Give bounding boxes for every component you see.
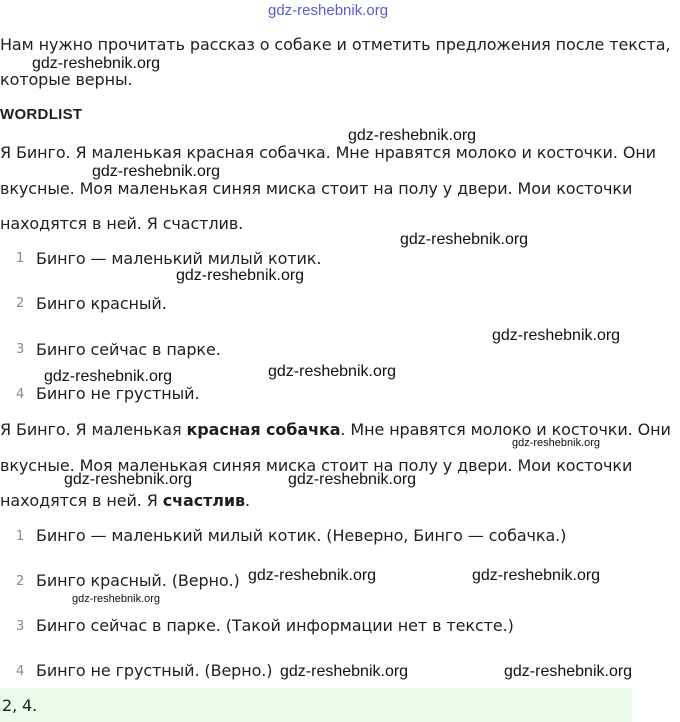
watermark: gdz-reshebnik.org	[92, 163, 221, 180]
intro-line: которые верны.	[0, 70, 133, 89]
section-heading: WORDLIST	[0, 106, 83, 123]
highlight-bold: красная собачка	[186, 420, 341, 439]
watermark: gdz-reshebnik.org	[64, 471, 193, 488]
answer-statement: Бинго — маленький милый котик. (Неверно, Бинго — собачка.)	[36, 526, 567, 545]
statement-number: 3	[16, 342, 25, 357]
intro-line: Нам нужно прочитать рассказ о собаке и отметить предложения после текста,	[0, 35, 671, 54]
answer-number: 2	[16, 574, 25, 589]
statement-number: 1	[16, 251, 25, 266]
watermark: gdz-reshebnik.org	[512, 437, 601, 449]
highlighted-line: Я Бинго. Я маленькая красная собачка. Мне нравятся молоко и косточки. Они	[0, 420, 671, 439]
statement: Бинго сейчас в парке.	[36, 340, 221, 359]
watermark: gdz-reshebnik.org	[32, 55, 161, 72]
watermark-top: gdz-reshebnik.org	[268, 2, 389, 19]
story-line: вкусные. Моя маленькая синяя миска стоит на полу у двери. Мои косточки	[0, 179, 633, 198]
highlighted-line: вкусные. Моя маленькая синяя миска стоит на полу у двери. Мои косточки	[0, 456, 633, 475]
watermark: gdz-reshebnik.org	[288, 471, 417, 488]
statement-number: 4	[16, 387, 25, 402]
answer-statement: Бинго не грустный. (Верно.)	[36, 661, 273, 680]
watermark: gdz-reshebnik.org	[348, 127, 477, 144]
answer-statement: Бинго сейчас в парке. (Такой информации нет в тексте.)	[36, 616, 514, 635]
story-line: Я Бинго. Я маленькая красная собачка. Мне нравятся молоко и косточки. Они	[0, 143, 656, 162]
watermark: gdz-reshebnik.org	[472, 567, 601, 584]
statement: Бинго красный.	[36, 294, 167, 313]
watermark: gdz-reshebnik.org	[176, 267, 305, 284]
story-line: находятся в ней. Я счастлив.	[0, 214, 244, 233]
watermark: gdz-reshebnik.org	[400, 231, 529, 248]
watermark: gdz-reshebnik.org	[504, 663, 633, 680]
watermark: gdz-reshebnik.org	[280, 663, 409, 680]
answer-statement: Бинго красный. (Верно.)	[36, 571, 240, 590]
watermark: gdz-reshebnik.org	[248, 567, 377, 584]
statement: Бинго не грустный.	[36, 384, 200, 403]
statement-number: 2	[16, 296, 25, 311]
watermark: gdz-reshebnik.org	[72, 593, 161, 605]
answer-number: 3	[16, 619, 25, 634]
highlight-bold: счастлив	[162, 491, 246, 510]
answer-number: 1	[16, 529, 25, 544]
answer-number: 4	[16, 664, 25, 679]
highlighted-line: находятся в ней. Я счастлив.	[0, 491, 251, 510]
final-answer: 2, 4.	[2, 696, 38, 715]
watermark: gdz-reshebnik.org	[492, 327, 621, 344]
watermark: gdz-reshebnik.org	[44, 368, 173, 385]
watermark: gdz-reshebnik.org	[268, 363, 397, 380]
statement: Бинго — маленький милый котик.	[36, 249, 322, 268]
final-answer-box	[0, 688, 632, 722]
